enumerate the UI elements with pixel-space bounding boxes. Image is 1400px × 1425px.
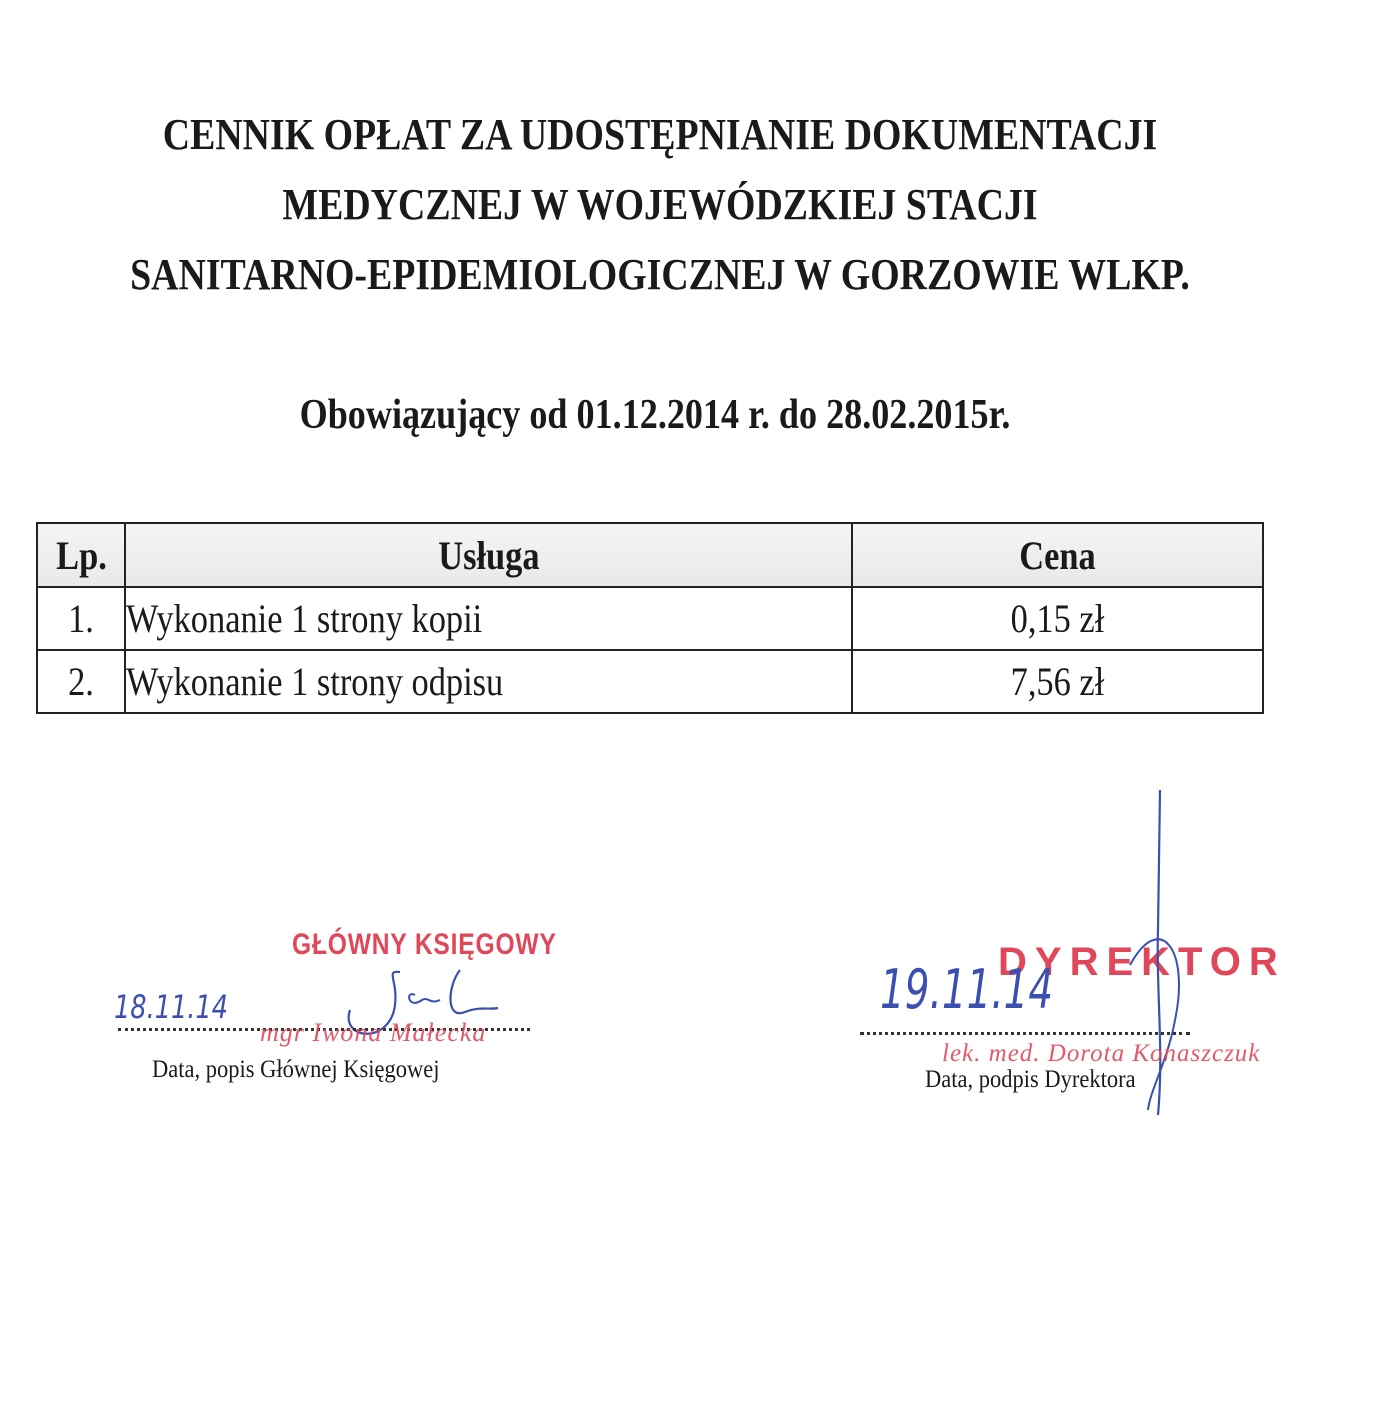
title-line-3: SANITARNO-EPIDEMIOLOGICZNEJ W GORZOWIE WLKP. xyxy=(130,250,1190,299)
accountant-stamp-name: mgr Iwona Małecka xyxy=(260,1018,487,1047)
document-title xyxy=(92,100,1227,310)
director-stamp-name: lek. med. Dorota Konaszczuk xyxy=(942,1040,1261,1067)
accountant-handwritten-date: 18.11.14 xyxy=(114,988,228,1026)
director-stamp-title: DYREKTOR xyxy=(998,940,1286,984)
row-1-lp xyxy=(37,587,125,650)
director-signature-block xyxy=(850,790,1300,1120)
row-1-price-text: 0,15 zł xyxy=(1010,596,1105,641)
title-line-1: CENNIK OPŁAT ZA UDOSTĘPNIANIE DOKUMENTACJI xyxy=(162,110,1158,159)
table-row xyxy=(37,650,1263,713)
director-signature-line xyxy=(860,1032,1190,1035)
row-1-price xyxy=(852,587,1263,650)
table-row xyxy=(37,587,1263,650)
header-lp xyxy=(37,523,125,587)
director-caption: Data, podpis Dyrektora xyxy=(925,1066,1136,1093)
header-price xyxy=(852,523,1263,587)
row-1-service-text: Wykonanie 1 strony kopii xyxy=(126,596,483,641)
accountant-stamp-title: GŁÓWNY KSIĘGOWY xyxy=(292,928,557,961)
row-2-lp xyxy=(37,650,125,713)
row-1-service xyxy=(125,587,852,650)
table-header-row xyxy=(37,523,1263,587)
accountant-caption: Data, popis Głównej Księgowej xyxy=(152,1056,440,1083)
header-service xyxy=(125,523,852,587)
row-2-price-text: 7,56 zł xyxy=(1010,659,1105,704)
row-2-service-text: Wykonanie 1 strony odpisu xyxy=(126,659,504,704)
row-2-price xyxy=(852,650,1263,713)
row-1-lp-text: 1. xyxy=(68,596,94,641)
accountant-signature-block xyxy=(100,920,557,1110)
title-line-2: MEDYCZNEJ W WOJEWÓDZKIEJ STACJI xyxy=(282,180,1038,229)
header-service-label: Usługa xyxy=(438,532,540,578)
price-table xyxy=(36,522,1264,714)
validity-period: Obowiązujący od 01.12.2014 r. do 28.02.2015r. xyxy=(299,392,1011,438)
row-2-service xyxy=(125,650,852,713)
director-handwritten-date: 19.11.14 xyxy=(880,958,1054,1021)
row-2-lp-text: 2. xyxy=(68,659,94,704)
header-lp-label: Lp. xyxy=(55,532,107,578)
header-price-label: Cena xyxy=(1019,532,1096,578)
